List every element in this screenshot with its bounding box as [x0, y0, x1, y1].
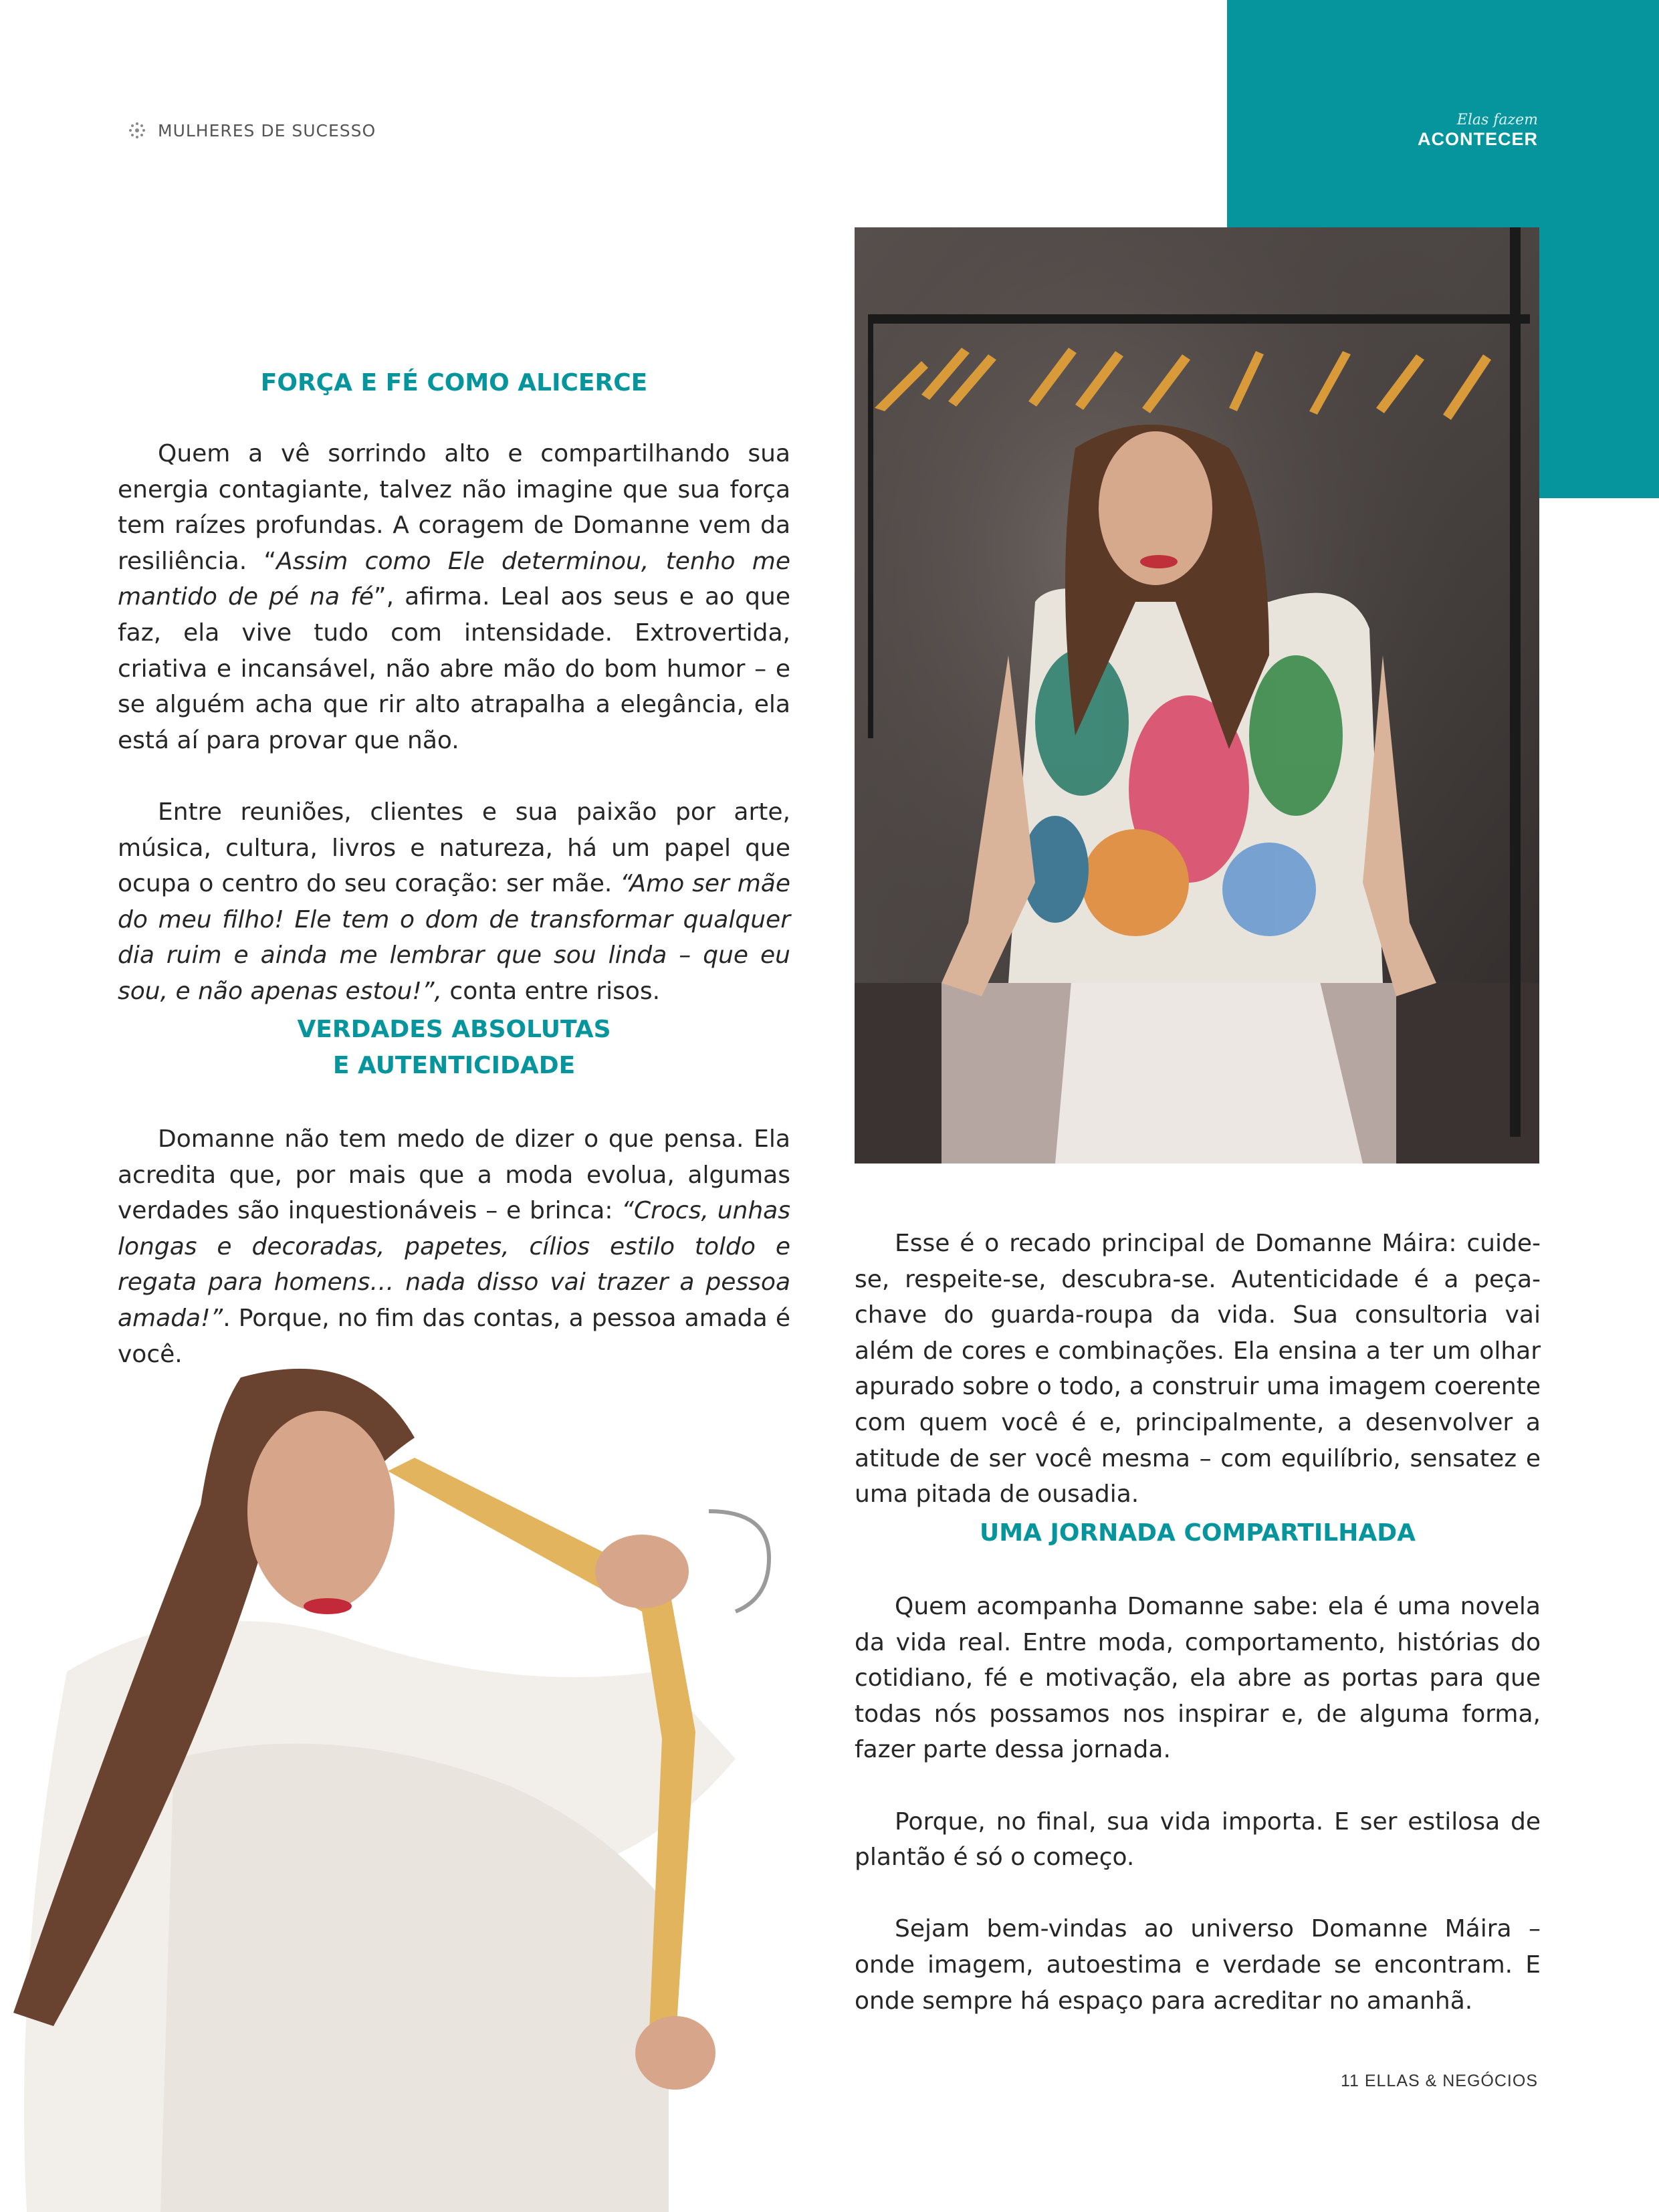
column-right-recado: [855, 1226, 1541, 1513]
paragraph-forca-2: Entre reuniões, clientes e sua paixão por arte, música, cultura, livros e natureza, há um papel que ocupa o centro do seu coração: ser mãe. “Amo ser mãe do meu filho! Ele tem o dom de transformar qualquer dia ruim e ainda me lembrar que sou linda – que eu sou, e não apenas estou!”, conta entre risos.: [118, 798, 790, 1005]
paragraph-jornada-3: Sejam bem-vindas ao universo Domanne Máira – onde imagem, autoestima e verdade se encontram. E onde sempre há espaço para acreditar no amanhã.: [855, 1915, 1541, 2015]
heading-jornada-compartilhada: UMA JORNADA COMPARTILHADA: [980, 1519, 1416, 1547]
brand-script: Elas fazem: [1456, 112, 1538, 128]
heading-forca-e-fe: FORÇA E FÉ COMO ALICERCE: [260, 369, 648, 397]
heading-verdades-absolutas: VERDADES ABSOLUTAS E AUTENTICIDADE: [297, 1016, 611, 1079]
brand-title: ACONTECER: [1417, 129, 1538, 149]
section-header: [127, 117, 376, 144]
brand-block: [1371, 112, 1538, 150]
column-left: [118, 436, 790, 1010]
column-right-jornada: [855, 1589, 1541, 2019]
page-footer: 11 ELLAS & NEGÓCIOS: [1340, 2072, 1538, 2090]
paragraph-jornada-1: Quem acompanha Domanne sabe: ela é uma novela da vida real. Entre moda, comportamento, histórias do cotidiano, fé e motivação, ela abre as portas para que todas nós possamos nos inspirar e, de alguma forma, fazer parte dessa jornada.: [855, 1593, 1541, 1764]
paragraph-forca-1: Quem a vê sorrindo alto e compartilhando sua energia contagiante, talvez não imagine que sua força tem raízes profundas. A coragem de Domanne vem da resiliência. “Assim como Ele determinou, tenho me mantido de pé na fé”, afirma. Leal aos seus e ao que faz, ela vive tudo com intensidade. Extrovertida, criativa e incansável, não abre mão do bom humor – e se alguém acha que rir alto atrapalha a elegância, ela está aí para provar que não.: [118, 440, 791, 754]
column-left-verdades: [118, 1121, 790, 1372]
section-label: MULHERES DE SUCESSO: [158, 120, 376, 140]
paragraph-recado-1: Esse é o recado principal de Domanne Máira: cuide-se, respeite-se, descubra-se. Autenticidade é a peça-chave do guarda-roupa da vida. Sua consultoria vai além de cores e combinações. Ela ensina a ter um olhar apurado sobre o todo, a construir uma imagem coerente com quem você é e, principalmente, a desenvolver a atitude de ser você mesma – com equilíbrio, sensatez e uma pitada de ousadia.: [855, 1230, 1541, 1509]
paragraph-verdades-1: Domanne não tem medo de dizer o que pensa. Ela acredita que, por mais que a moda evolua, algumas verdades são inquestionáveis – e brinca: “Crocs, unhas longas e decoradas, papetes, cílios estilo toldo e regata para homens… nada disso vai trazer a pessoa amada!”. Porque, no fim das contas, a pessoa amada é você.: [118, 1125, 790, 1368]
section-logo-icon: [127, 120, 147, 140]
portrait-photo-hanger: [0, 1357, 829, 2212]
portrait-photo-rack: [855, 227, 1539, 1164]
paragraph-jornada-2: Porque, no final, sua vida importa. E ser estilosa de plantão é só o começo.: [855, 1807, 1541, 1872]
